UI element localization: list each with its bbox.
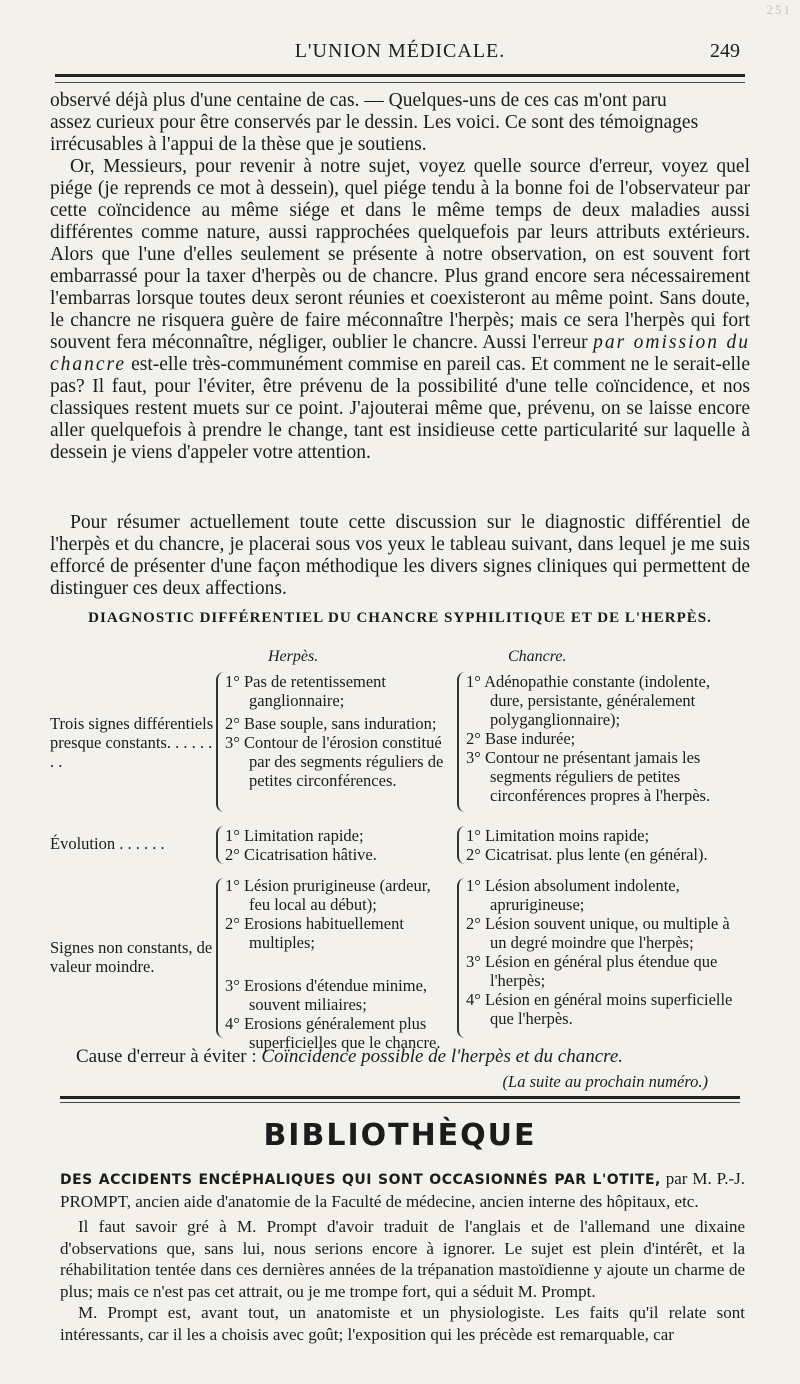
page-number: 249 — [710, 40, 740, 62]
list-item: 1° Lésion absolument indolente, aprurigineuse; — [466, 876, 680, 914]
section-rule — [60, 1096, 740, 1099]
herpes-cell-evolution — [225, 826, 453, 864]
brace — [216, 878, 224, 1038]
list-item: 1° Limitation rapide; — [225, 826, 364, 845]
list-item: 2° Base indurée; — [466, 729, 576, 748]
column-header-chancre: Chancre. — [508, 648, 567, 665]
cause-italic: Coïncidence possible de l'herpès et du chancre. — [261, 1046, 624, 1067]
table-title: DIAGNOSTIC DIFFÉRENTIEL DU CHANCRE SYPHILITIQUE ET DE L'HERPÈS. — [88, 610, 712, 626]
herpes-cell-constants — [225, 672, 453, 790]
list-item: 1° Limitation moins rapide; — [466, 826, 650, 845]
chancre-cell-non-constants — [466, 876, 740, 1028]
italic-emphasis: par omission du chancre — [50, 332, 750, 375]
body-text-summary — [50, 512, 750, 600]
paragraph-continued-line: assez curieux pour être conservés par le dessin. Les voici. Ce sont des témoignages — [50, 112, 699, 133]
header-rule-thin — [55, 82, 745, 83]
list-item: 3° Contour ne présentant jamais les segments réguliers de petites circonférences propres à l'herpès. — [466, 748, 711, 805]
review-text — [60, 1216, 745, 1345]
header-rule — [55, 74, 745, 77]
row-label-constants: Trois signes différentiels presque constants. . . . . . . . — [50, 714, 214, 771]
row-label-non-constants: Signes non constants, de valeur moindre. — [50, 938, 213, 976]
paragraph-resumer: Pour résumer actuellement toute cette discussion sur le diagnostic différentiel de l'herpès et du chancre, je placerai sous vos yeux le tableau suivant, dans lequel je me suis efforcé de présenter d'une façon méthodique les divers signes cliniques qui permettent de distinguer ces deux affections. — [50, 512, 750, 599]
column-header-herpes: Herpès. — [268, 648, 319, 665]
list-item: 4° Erosions généralement plus superficielles que le chancre. — [225, 1014, 441, 1052]
review-paragraph: M. Prompt est, avant tout, un anatomiste et un physiologiste. Les faits qu'il relate sont intéressants, car il les a choisis avec goût; l'exposition qui les précède est remarquable, car — [60, 1303, 745, 1344]
brace — [457, 826, 465, 864]
section-title: BIBLIOTHÈQUE — [263, 1118, 537, 1153]
body-text-block — [50, 90, 750, 464]
running-head — [60, 40, 740, 70]
paragraph-continued-line: irrécusables à l'appui de la thèse que je soutiens. — [50, 134, 427, 155]
list-item: 1° Pas de retentissement ganglionnaire; — [225, 672, 387, 710]
brace — [457, 878, 465, 1038]
list-item: 1° Adénopathie constante (indolente, dure, persistante, généralement polyganglionnaire); — [466, 672, 710, 729]
brace — [457, 672, 465, 812]
row-label-evolution: Évolution . . . . . . — [50, 834, 165, 853]
chancre-cell-constants — [466, 672, 740, 805]
list-item: 3° Lésion en général plus étendue que l'herpès; — [466, 952, 718, 990]
review-paragraph: Il faut savoir gré à M. Prompt d'avoir traduit de l'anglais et de l'allemand une dixaine d'observations que, sans lui, nous serions encore à ignorer. Le sujet est plein d'intérêt, et la réhabilitation tentée dans ces dernières années de la trépanation mastoïdienne y ajoute un charme de plus; mais ce n'est pas cet attrait, ou je me trompe fort, qui a séduit M. Prompt. — [60, 1217, 745, 1301]
paragraph-messieurs: Or, Messieurs, pour revenir à notre sujet, voyez quelle source d'erreur, voyez quel piége (je reprends ce mot à dessein), quel piége tendu à la bonne foi de l'observateur par cette coïncidence au même siége et dans le même temps de deux maladies aussi différentes comme nature, aussi rapprochées quelquefois par leurs attributs extérieurs. Alors que l'une d'elles seulement se présente à notre observation, on est souvent fort embarrassé pour la taxer d'herpès ou de chancre. Plus grand encore sera nécessairement l'embarras lorsque toutes deux seront réunies et coexisteront au même point. Sans doute, le chancre ne risquera guère de faire méconnaître l'herpès; mais ce sera l'herpès qui fort souvent fera méconnaître, négliger, oublier le chancre. Aussi l'erreur par omission du chancre est-elle très-communément commise en pareil cas. Et comment ne le serait-elle pas? Il faut, pour l'éviter, être prévenu de la possibilité d'une telle coïncidence, et nos classiques restent muets sur ce point. J'ajouterai même que, prévenu, on se laisse encore aller quelquefois à prendre le change, tant est insidieuse cette particularité sur laquelle à dessein je viens d'appeler votre attention. — [50, 156, 750, 463]
book-author: par M. P.-J. PROMPT, — [60, 1169, 746, 1211]
brace — [216, 672, 224, 812]
journal-title: L'UNION MÉDICALE. — [294, 40, 506, 62]
list-item: 3° Erosions d'étendue minime, souvent miliaires; — [225, 976, 428, 1014]
list-item: 2° Cicatrisat. plus lente (en général). — [466, 845, 708, 864]
cause-line — [76, 1046, 740, 1068]
list-item: 2° Base souple, sans induration; — [225, 714, 437, 733]
brace — [216, 826, 224, 864]
suite-note: (La suite au prochain numéro.) — [502, 1072, 708, 1091]
cause-label: Cause d'erreur à éviter : — [76, 1046, 257, 1067]
section-rule-thin — [60, 1102, 740, 1103]
list-item: 2° Erosions habituellement multiples; — [225, 914, 404, 952]
paragraph-continued-line: observé déjà plus d'une centaine de cas. — Quelques-uns de ces cas m'ont paru — [50, 90, 667, 111]
list-item: 2° Cicatrisation hâtive. — [225, 845, 377, 864]
list-item: 2° Lésion souvent unique, ou multiple à un degré moindre que l'herpès; — [466, 914, 730, 952]
list-item: 3° Contour de l'érosion constitué par des segments réguliers de petites circonférences. — [225, 733, 444, 790]
book-author-details: ancien aide d'anatomie de la Faculté de médecine, ancien interne des hôpitaux, etc. — [135, 1192, 699, 1211]
chancre-cell-evolution — [466, 826, 740, 864]
list-item: 4° Lésion en général moins superficielle que l'herpès. — [466, 990, 733, 1028]
book-title: DES ACCIDENTS ENCÉPHALIQUES QUI SONT OCCASIONNÉS PAR L'OTITE, — [60, 1172, 661, 1188]
herpes-cell-non-constants — [225, 876, 453, 1052]
book-reference — [60, 1168, 745, 1213]
bleed-through-page-number: 251 — [766, 2, 792, 17]
list-item: 1° Lésion prurigineuse (ardeur, feu local au début); — [225, 876, 431, 914]
